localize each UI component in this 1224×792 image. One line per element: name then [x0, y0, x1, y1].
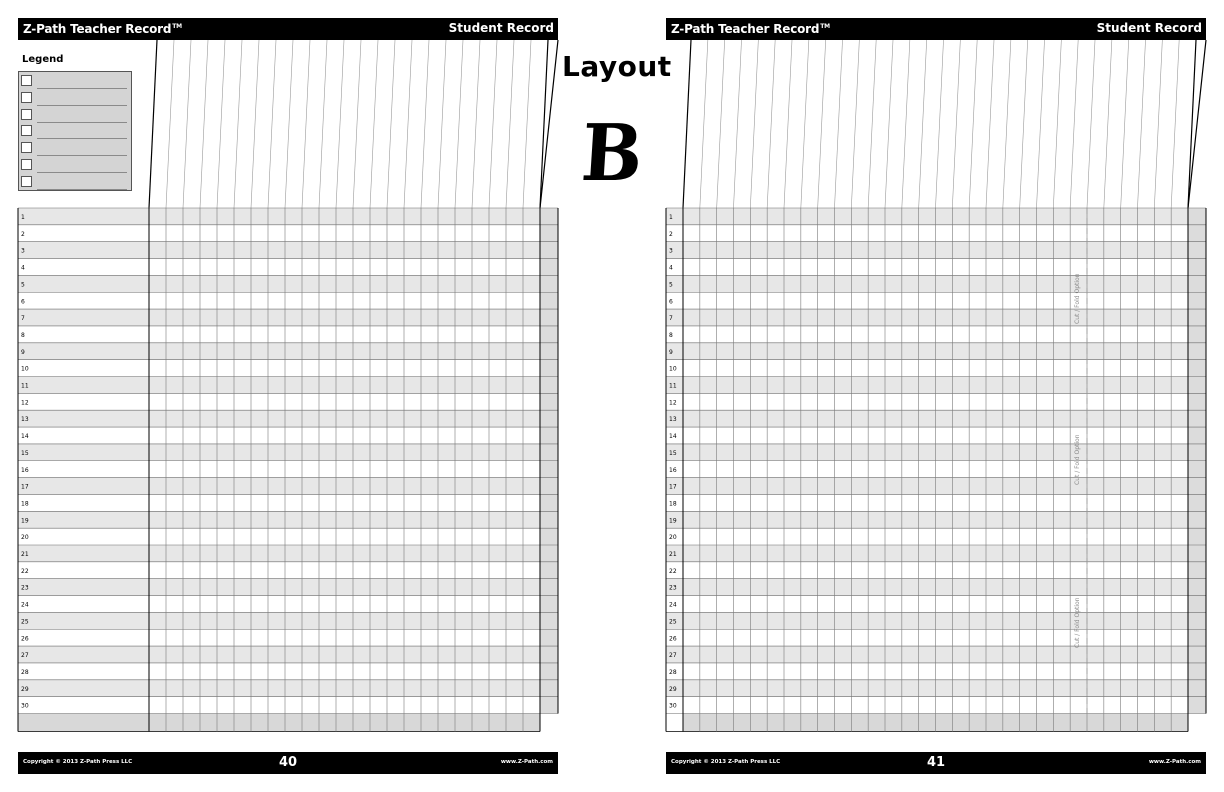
header-column-line — [166, 40, 174, 208]
row-number: 10 — [21, 365, 29, 373]
header-column-line — [1070, 40, 1078, 208]
row-total-cell — [540, 579, 558, 596]
table-row — [18, 360, 540, 377]
header-column-line — [868, 40, 876, 208]
table-row — [18, 393, 540, 410]
table-row — [666, 697, 1188, 714]
footer-url: www.Z-Path.com — [1148, 759, 1201, 765]
row-number: 29 — [21, 685, 29, 693]
row-number: 24 — [669, 601, 677, 609]
row-total-cell — [540, 596, 558, 613]
table-row — [18, 562, 540, 579]
header-column-line — [472, 40, 480, 208]
table-row — [18, 208, 540, 225]
legend-write-line[interactable] — [37, 189, 127, 190]
row-total-cell — [1188, 680, 1206, 697]
header-column-line — [784, 40, 792, 208]
trademark-mark: TM — [172, 23, 182, 30]
row-total-cell — [540, 444, 558, 461]
row-total-cell — [540, 275, 558, 292]
table-row — [18, 528, 540, 545]
header-edge-line — [1188, 40, 1196, 208]
row-number: 2 — [21, 230, 25, 238]
header-column-line — [750, 40, 758, 208]
table-row — [666, 309, 1188, 326]
header-edge-line — [540, 40, 558, 208]
row-total-cell — [540, 377, 558, 394]
table-row — [18, 629, 540, 646]
header-column-line — [421, 40, 429, 208]
legend-box — [18, 71, 132, 191]
row-total-cell — [540, 225, 558, 242]
legend-write-line[interactable] — [37, 122, 127, 123]
header-edge-line — [540, 40, 548, 208]
page-header — [18, 18, 558, 40]
table-row — [18, 309, 540, 326]
table-row — [18, 596, 540, 613]
row-number: 12 — [669, 399, 677, 407]
header-column-line — [919, 40, 927, 208]
row-total-cell — [540, 208, 558, 225]
table-row — [666, 427, 1188, 444]
record-grid[interactable] — [666, 208, 1206, 730]
row-total-cell — [1188, 292, 1206, 309]
row-number: 25 — [21, 618, 29, 626]
row-number: 24 — [21, 601, 29, 609]
header-column-line — [268, 40, 276, 208]
row-total-cell — [540, 663, 558, 680]
header-column-line — [969, 40, 977, 208]
row-total-cell — [1188, 511, 1206, 528]
row-total-cell — [540, 511, 558, 528]
legend-write-line[interactable] — [37, 88, 127, 89]
table-row — [666, 393, 1188, 410]
header-column-line — [302, 40, 310, 208]
header-column-line — [183, 40, 191, 208]
table-row — [666, 646, 1188, 663]
table-row — [666, 461, 1188, 478]
row-number: 1 — [669, 214, 673, 221]
table-row — [18, 697, 540, 714]
page-header — [666, 18, 1206, 40]
table-row — [18, 663, 540, 680]
table-row — [18, 377, 540, 394]
row-total-cell — [1188, 663, 1206, 680]
row-total-cell — [1188, 697, 1206, 714]
header-column-line — [506, 40, 514, 208]
legend-checkbox[interactable] — [21, 75, 32, 86]
legend-write-line[interactable] — [37, 172, 127, 173]
row-number: 28 — [21, 668, 29, 676]
row-total-cell — [1188, 579, 1206, 596]
table-row — [666, 259, 1188, 276]
row-number: 17 — [21, 483, 29, 491]
header-column-line — [1020, 40, 1028, 208]
table-row — [18, 579, 540, 596]
header-column-line — [200, 40, 208, 208]
row-number: 20 — [669, 534, 677, 542]
page-number: 41 — [926, 755, 946, 770]
table-row — [666, 360, 1188, 377]
layout-title: Layout — [562, 50, 672, 83]
table-row — [666, 579, 1188, 596]
row-number: 6 — [669, 298, 673, 306]
row-number: 4 — [21, 264, 25, 272]
row-number: 18 — [669, 500, 677, 508]
footer-copyright: Copyright © 2013 Z-Path Press LLC — [23, 759, 133, 765]
legend-checkbox[interactable] — [21, 142, 32, 153]
legend-item — [21, 176, 127, 188]
header-column-line — [1087, 40, 1095, 208]
table-row — [666, 343, 1188, 360]
header-column-line — [1037, 40, 1045, 208]
legend-write-line[interactable] — [37, 138, 127, 139]
row-number: 16 — [669, 466, 677, 474]
row-total-cell — [540, 478, 558, 495]
row-total-cell — [540, 646, 558, 663]
row-number: 4 — [669, 264, 673, 272]
row-number: 30 — [669, 702, 677, 710]
row-number: 26 — [669, 635, 677, 643]
row-number: 8 — [669, 331, 673, 339]
table-row — [18, 343, 540, 360]
header-column-line — [885, 40, 893, 208]
table-row — [666, 494, 1188, 511]
table-row — [18, 225, 540, 242]
row-total-cell — [540, 494, 558, 511]
row-total-cell — [1188, 326, 1206, 343]
row-number: 30 — [21, 702, 29, 710]
row-total-cell — [1188, 259, 1206, 276]
table-row — [666, 612, 1188, 629]
footer-copyright: Copyright © 2013 Z-Path Press LLC — [671, 759, 781, 765]
header-title: Z-Path Teacher Record™ — [23, 22, 182, 36]
row-total-cell — [1188, 377, 1206, 394]
row-total-cell — [1188, 494, 1206, 511]
row-number: 19 — [669, 517, 677, 525]
row-number: 8 — [21, 331, 25, 339]
header-column-line — [251, 40, 259, 208]
header-column-line — [851, 40, 859, 208]
table-row — [666, 478, 1188, 495]
header-column-line — [986, 40, 994, 208]
legend-checkbox[interactable] — [21, 92, 32, 103]
cut-fold-label: Cut / Fold Option — [1074, 273, 1081, 324]
row-total-cell — [540, 697, 558, 714]
table-row — [18, 680, 540, 697]
header-column-line — [1171, 40, 1179, 208]
row-number: 13 — [21, 416, 29, 424]
header-edge-line — [149, 40, 157, 208]
row-number: 12 — [21, 399, 29, 407]
row-number: 9 — [21, 348, 25, 356]
table-row — [18, 444, 540, 461]
table-row — [666, 225, 1188, 242]
header-column-line — [835, 40, 843, 208]
row-number: 2 — [669, 230, 673, 238]
header-column-line — [455, 40, 463, 208]
header-column-line — [353, 40, 361, 208]
table-row — [666, 629, 1188, 646]
row-total-cell — [1188, 242, 1206, 259]
row-number: 18 — [21, 500, 29, 508]
record-grid[interactable] — [18, 208, 558, 730]
row-total-cell — [1188, 562, 1206, 579]
cut-fold-label: Cut / Fold Option — [1074, 597, 1081, 648]
header-column-line — [1003, 40, 1011, 208]
header-column-line — [700, 40, 708, 208]
table-row — [18, 646, 540, 663]
row-total-cell — [1188, 629, 1206, 646]
footer-url: www.Z-Path.com — [500, 759, 553, 765]
header-column-line — [1053, 40, 1061, 208]
row-total-cell — [1188, 612, 1206, 629]
row-total-cell — [540, 393, 558, 410]
cut-fold-label: Cut / Fold Option — [1074, 434, 1081, 485]
header-column-line — [217, 40, 225, 208]
table-row — [666, 326, 1188, 343]
row-total-cell — [1188, 528, 1206, 545]
left-record-page — [18, 18, 558, 774]
trademark-mark: TM — [820, 23, 830, 30]
row-number: 5 — [669, 281, 673, 289]
legend-checkbox[interactable] — [21, 109, 32, 120]
header-column-line — [1138, 40, 1146, 208]
row-total-cell — [540, 528, 558, 545]
legend-item — [21, 125, 127, 137]
table-row — [666, 444, 1188, 461]
table-row — [18, 461, 540, 478]
header-column-line — [404, 40, 412, 208]
right-record-page — [666, 18, 1206, 774]
header-column-line — [767, 40, 775, 208]
header-column-line — [438, 40, 446, 208]
row-total-cell — [1188, 545, 1206, 562]
page-number: 40 — [278, 755, 298, 770]
row-total-cell — [1188, 410, 1206, 427]
table-row — [666, 545, 1188, 562]
table-row — [666, 410, 1188, 427]
table-row — [18, 326, 540, 343]
row-number: 26 — [21, 635, 29, 643]
row-number: 10 — [669, 365, 677, 373]
row-total-cell — [1188, 646, 1206, 663]
legend-title: Legend — [22, 54, 64, 65]
header-student-record: Student Record — [448, 21, 554, 35]
row-total-cell — [540, 326, 558, 343]
header-title: Z-Path Teacher Record™ — [671, 22, 830, 36]
row-total-cell — [540, 680, 558, 697]
header-column-line — [285, 40, 293, 208]
page-footer — [666, 752, 1206, 774]
table-row — [666, 680, 1188, 697]
row-number: 21 — [669, 551, 677, 558]
legend-checkbox[interactable] — [21, 159, 32, 170]
table-row — [666, 242, 1188, 259]
row-number: 9 — [669, 348, 673, 356]
row-number: 21 — [21, 551, 29, 558]
header-column-line — [1104, 40, 1112, 208]
row-total-cell — [540, 292, 558, 309]
row-total-cell — [540, 242, 558, 259]
row-total-cell — [1188, 309, 1206, 326]
layout-letter: B — [578, 108, 646, 199]
header-edge-line — [683, 40, 691, 208]
row-total-cell — [540, 629, 558, 646]
row-number: 25 — [669, 618, 677, 626]
row-total-cell — [1188, 444, 1206, 461]
header-column-line — [952, 40, 960, 208]
row-number: 23 — [21, 584, 29, 592]
row-number: 7 — [669, 315, 673, 323]
table-row — [666, 377, 1188, 394]
row-number: 6 — [21, 298, 25, 306]
row-total-cell — [1188, 275, 1206, 292]
header-column-line — [370, 40, 378, 208]
legend-item — [21, 109, 127, 121]
row-number: 17 — [669, 483, 677, 491]
header-column-line — [801, 40, 809, 208]
table-row — [666, 292, 1188, 309]
header-student-record: Student Record — [1096, 21, 1202, 35]
row-total-cell — [1188, 427, 1206, 444]
header-column-line — [717, 40, 725, 208]
legend-item — [21, 92, 127, 104]
row-number: 14 — [21, 433, 29, 441]
row-number: 16 — [21, 466, 29, 474]
table-row — [666, 596, 1188, 613]
row-total-cell — [1188, 478, 1206, 495]
header-column-line — [902, 40, 910, 208]
row-number: 7 — [21, 315, 25, 323]
row-number: 14 — [669, 433, 677, 441]
legend-checkbox[interactable] — [21, 125, 32, 136]
row-number: 1 — [21, 214, 25, 221]
table-row — [18, 275, 540, 292]
header-column-line — [936, 40, 944, 208]
row-total-cell — [540, 343, 558, 360]
row-number: 27 — [21, 652, 29, 660]
row-total-cell — [540, 410, 558, 427]
row-total-cell — [540, 612, 558, 629]
row-total-cell — [1188, 596, 1206, 613]
header-column-line — [387, 40, 395, 208]
table-row — [18, 242, 540, 259]
row-total-cell — [540, 360, 558, 377]
row-number: 22 — [21, 567, 29, 575]
row-number: 27 — [669, 652, 677, 660]
table-row — [666, 208, 1188, 225]
legend-write-line[interactable] — [37, 105, 127, 106]
row-total-cell — [1188, 343, 1206, 360]
row-number: 11 — [21, 382, 29, 390]
header-column-line — [523, 40, 531, 208]
header-column-line — [734, 40, 742, 208]
table-row — [18, 494, 540, 511]
table-row — [18, 410, 540, 427]
row-number: 22 — [669, 567, 677, 575]
row-total-cell — [540, 461, 558, 478]
row-number: 28 — [669, 668, 677, 676]
row-number: 11 — [669, 382, 677, 390]
table-row — [18, 427, 540, 444]
header-column-line — [818, 40, 826, 208]
legend-item — [21, 159, 127, 171]
table-row — [18, 612, 540, 629]
legend-item — [21, 75, 127, 87]
row-number: 20 — [21, 534, 29, 542]
row-total-cell — [1188, 208, 1206, 225]
row-total-cell — [1188, 393, 1206, 410]
row-total-cell — [1188, 461, 1206, 478]
row-total-cell — [540, 427, 558, 444]
table-row — [18, 259, 540, 276]
table-row — [666, 562, 1188, 579]
table-row — [18, 545, 540, 562]
row-total-cell — [540, 562, 558, 579]
summary-row — [18, 714, 540, 732]
row-number: 3 — [669, 247, 673, 255]
row-number: 19 — [21, 517, 29, 525]
table-row — [666, 275, 1188, 292]
row-total-cell — [1188, 360, 1206, 377]
header-column-line — [489, 40, 497, 208]
table-row — [666, 528, 1188, 545]
page-footer — [18, 752, 558, 774]
row-total-cell — [540, 545, 558, 562]
row-number: 5 — [21, 281, 25, 289]
row-number: 15 — [669, 449, 677, 457]
row-number: 3 — [21, 247, 25, 255]
row-total-cell — [540, 259, 558, 276]
row-number: 29 — [669, 685, 677, 693]
table-row — [18, 478, 540, 495]
header-column-line — [1121, 40, 1129, 208]
row-total-cell — [540, 309, 558, 326]
table-row — [18, 292, 540, 309]
header-edge-line — [1188, 40, 1206, 208]
header-column-line — [336, 40, 344, 208]
row-number: 13 — [669, 416, 677, 424]
row-number: 23 — [669, 584, 677, 592]
header-column-line — [319, 40, 327, 208]
legend-write-line[interactable] — [37, 155, 127, 156]
table-row — [666, 663, 1188, 680]
row-total-cell — [1188, 225, 1206, 242]
table-row — [666, 511, 1188, 528]
slanted-column-headers — [666, 40, 1206, 208]
header-column-line — [234, 40, 242, 208]
legend-item — [21, 142, 127, 154]
row-number: 15 — [21, 449, 29, 457]
table-row — [18, 511, 540, 528]
header-column-line — [1154, 40, 1162, 208]
legend-checkbox[interactable] — [21, 176, 32, 187]
